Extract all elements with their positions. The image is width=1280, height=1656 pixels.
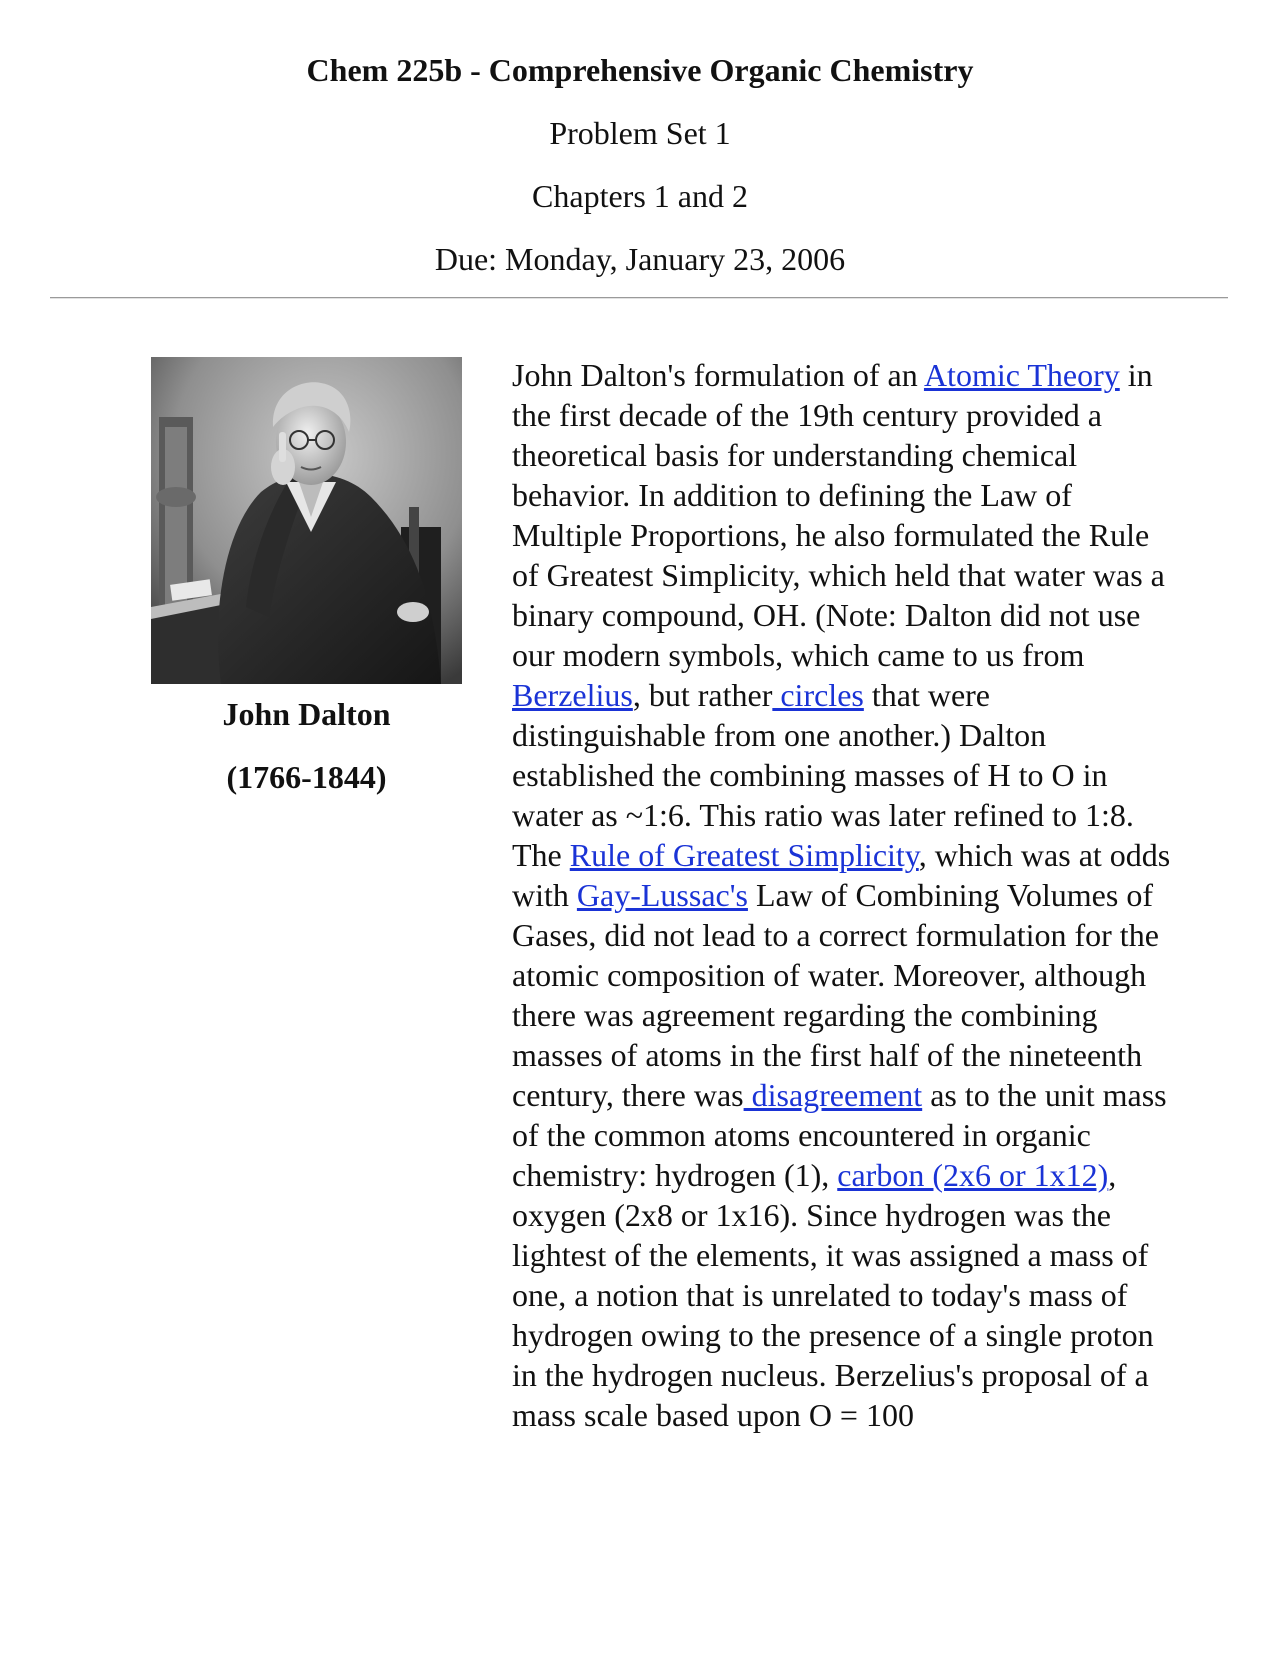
paragraph-text: Law of Combining Volumes of Gases, did not lead to a correct formulation for the atomic composition of water. Moreover, although there was agreement regarding the combining masses of atoms in the first half of the nineteenth century, there was — [512, 877, 1159, 1113]
paragraph-text: John Dalton's formulation of an — [512, 357, 924, 393]
paragraph-text: as to the unit mass of the common atoms encountered in organic chemistry: hydrogen (1), — [512, 1077, 1167, 1193]
chapters-label: Chapters 1 and 2 — [532, 178, 748, 214]
dalton-paragraph — [512, 355, 1172, 1435]
course-title: Chem 225b - Comprehensive Organic Chemistry — [306, 52, 974, 88]
portrait-years: (1766-1844) — [226, 759, 387, 795]
paragraph-text: , which was at odds with — [512, 837, 1171, 913]
paragraph-text: , but rather — [632, 677, 773, 713]
atomic-theory-link[interactable]: Atomic Theory — [923, 357, 1120, 393]
due-date: Due: Monday, January 23, 2006 — [434, 241, 846, 277]
paragraph-text: , oxygen (2x8 or 1x16). Since hydrogen was the lightest of the elements, it was assigned a mass of one, a notion that is unrelated to today's mass of hydrogen owing to the presence of a single proton in the hydrogen nucleus. Berzelius's proposal of a mass scale based upon O = 100 — [512, 1157, 1154, 1433]
rule-of-greatest-simplicity-link[interactable]: Rule of Greatest Simplicity — [569, 837, 919, 873]
circles-link[interactable]: circles — [772, 677, 864, 713]
horizontal-rule — [50, 297, 1228, 299]
portrait-image — [151, 357, 462, 684]
gay-lussac-link[interactable]: Gay-Lussac's — [576, 877, 748, 913]
dalton-portrait — [151, 357, 462, 684]
berzelius-link[interactable]: Berzelius — [512, 677, 633, 713]
carbon-link[interactable]: carbon (2x6 or 1x12) — [837, 1157, 1109, 1193]
paragraph-text: in the first decade of the 19th century provided a theoretical basis for understanding chemical behavior. In addition to defining the Law of Multiple Proportions, he also formulated the Rule of Greatest Simplicity, which held that water was a binary compound, OH. (Note: Dalton did not use our modern symbols, which came to us from — [512, 357, 1165, 673]
problem-set-label: Problem Set 1 — [549, 115, 731, 151]
paragraph-text: that were distinguishable from one another.) Dalton established the combining masses of H to O in water as ~1:6. This ratio was later refined to 1:8. The — [512, 677, 1134, 873]
portrait-name: John Dalton — [222, 696, 391, 732]
disagreement-link[interactable]: disagreement — [743, 1077, 923, 1113]
